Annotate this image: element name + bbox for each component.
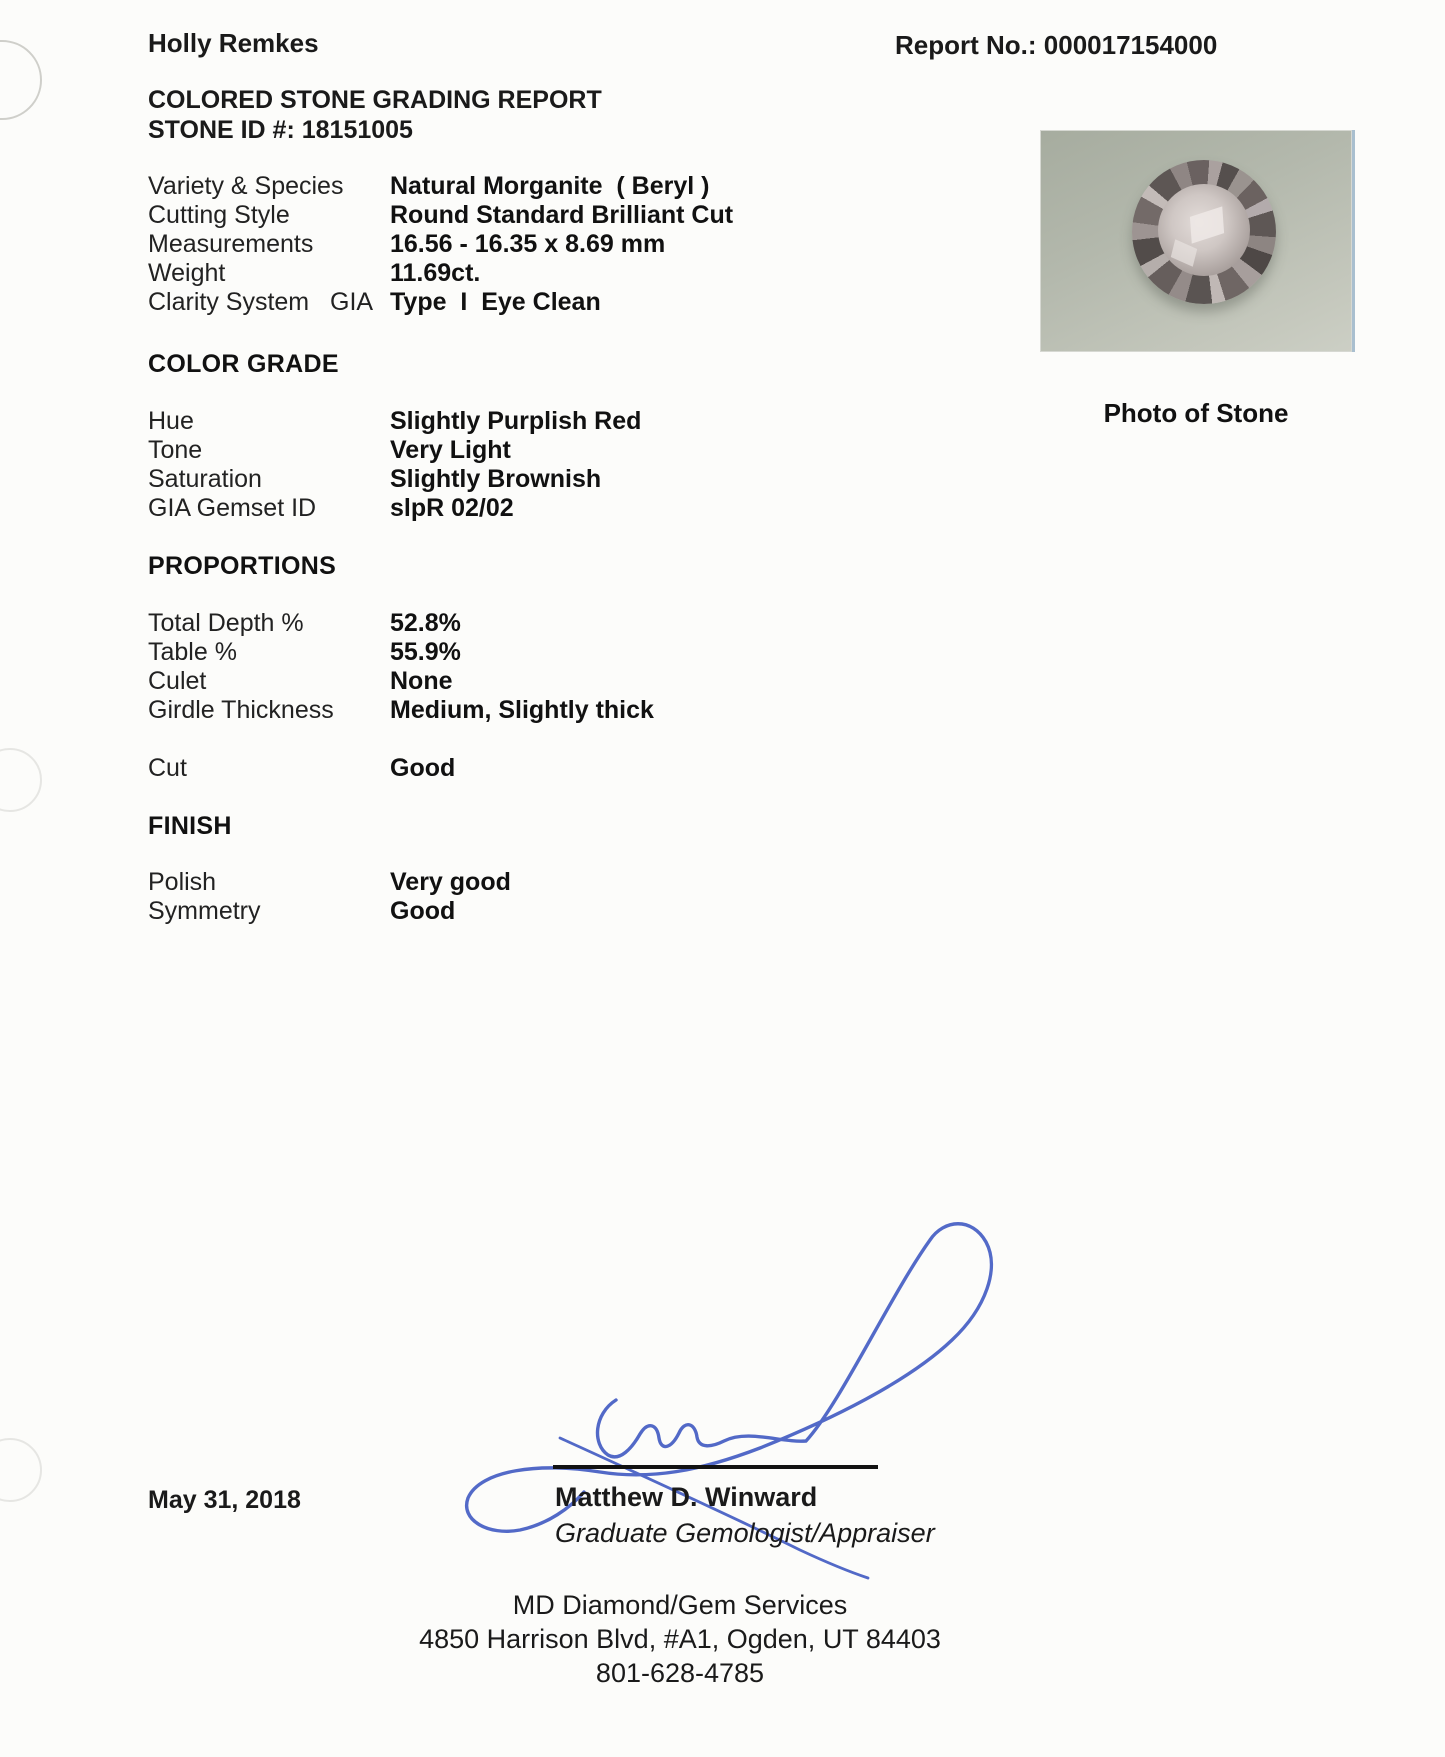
field-label: Tone (148, 436, 203, 464)
report-date: May 31, 2018 (148, 1486, 301, 1514)
field-value: Slightly Purplish Red (390, 407, 642, 435)
field-label: Measurements (148, 230, 314, 258)
field-label: Symmetry (148, 897, 261, 925)
field-row-clarity-system (148, 288, 928, 317)
stone-id: STONE ID #: 18151005 (148, 116, 413, 144)
section-heading-proportions: PROPORTIONS (148, 552, 337, 580)
report-number-label: Report No.: (895, 30, 1037, 60)
company-address: 4850 Harrison Blvd, #A1, Ogden, UT 84403 (419, 1624, 941, 1654)
field-label: Cutting Style (148, 201, 290, 229)
field-row-girdle (148, 696, 928, 725)
field-value: Very Light (390, 436, 511, 464)
company-phone: 801-628-4785 (595, 1658, 765, 1688)
field-label: Variety & Species (148, 172, 344, 200)
field-row-cut (148, 754, 928, 783)
field-value: None (390, 667, 453, 695)
field-label: Girdle Thickness (148, 696, 334, 724)
field-row-table-pct (148, 638, 928, 667)
field-value: Natural Morganite ( Beryl ) (390, 172, 710, 200)
gemologist-name: Matthew D. Winward (555, 1482, 818, 1512)
field-label: Weight (148, 259, 226, 287)
field-row-polish (148, 868, 928, 897)
field-value: 16.56 - 16.35 x 8.69 mm (390, 230, 666, 258)
field-label: Cut (148, 754, 187, 782)
field-value: Good (390, 897, 456, 925)
field-label: Saturation (148, 465, 262, 493)
signature-line (553, 1465, 878, 1469)
field-row-saturation (148, 465, 928, 494)
field-value: Type I Eye Clean (390, 288, 601, 316)
field-label: Culet (148, 667, 207, 695)
field-value: Medium, Slightly thick (390, 696, 654, 724)
field-row-weight (148, 259, 928, 288)
field-label: Clarity System (148, 288, 310, 316)
field-value: Good (390, 754, 456, 782)
field-value: slpR 02/02 (390, 494, 514, 522)
gemstone-image (1132, 160, 1276, 304)
section-heading-color-grade: COLOR GRADE (148, 350, 339, 378)
punch-hole (0, 748, 42, 812)
field-value: Slightly Brownish (390, 465, 602, 493)
report-number-line (895, 30, 1217, 60)
field-row-culet (148, 667, 928, 696)
field-value: 11.69ct. (390, 259, 481, 287)
field-row-cutting-style (148, 201, 928, 230)
gemologist-title: Graduate Gemologist/Appraiser (555, 1518, 935, 1548)
field-row-measurements (148, 230, 928, 259)
section-heading-finish: FINISH (148, 812, 232, 840)
field-row-variety (148, 172, 928, 201)
client-name: Holly Remkes (148, 28, 319, 58)
field-row-gemset-id (148, 494, 928, 523)
field-label: GIA Gemset ID (148, 494, 317, 522)
field-value: 52.8% (390, 609, 461, 637)
field-row-total-depth (148, 609, 928, 638)
company-name: MD Diamond/Gem Services (512, 1590, 848, 1620)
field-label: Polish (148, 868, 217, 896)
report-number-value: 000017154000 (1043, 30, 1218, 60)
report-title: COLORED STONE GRADING REPORT (148, 86, 602, 114)
punch-hole (0, 1438, 42, 1502)
field-row-tone (148, 436, 928, 465)
field-label-system: GIA (330, 288, 374, 316)
field-label: Table % (148, 638, 237, 666)
field-label: Hue (148, 407, 194, 435)
field-value: Round Standard Brilliant Cut (390, 201, 734, 229)
photo-caption: Photo of Stone (1103, 398, 1289, 428)
field-label: Total Depth % (148, 609, 304, 637)
punch-hole (0, 40, 42, 120)
field-row-hue (148, 407, 928, 436)
field-row-symmetry (148, 897, 928, 926)
field-value: Very good (390, 868, 511, 896)
field-value: 55.9% (390, 638, 461, 666)
stone-photo (1040, 130, 1355, 352)
